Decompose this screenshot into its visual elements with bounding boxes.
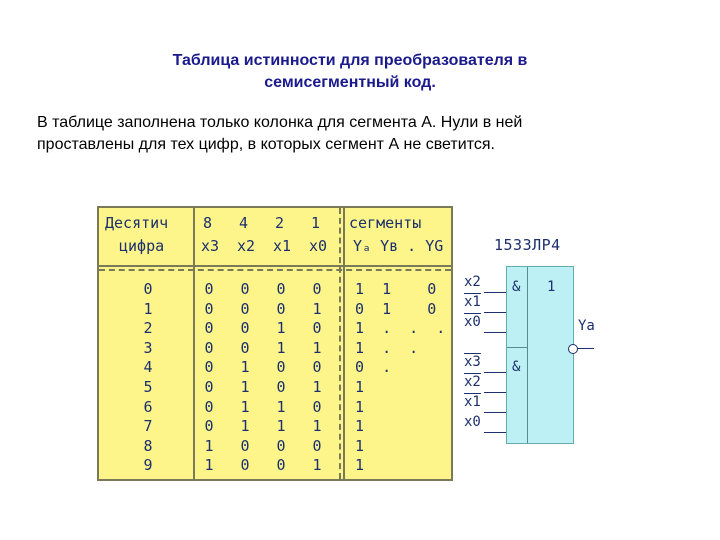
x1-cell: 1 xyxy=(276,417,286,436)
segment-cell: 1 xyxy=(355,417,365,436)
x1-cell: 0 xyxy=(276,456,286,475)
and-symbol: & xyxy=(512,359,521,375)
x3-cell: 0 xyxy=(204,377,214,396)
input-pin-label: x2 xyxy=(464,274,481,290)
title-line-2: семисегментный код. xyxy=(264,74,436,91)
digit-cell: 5 xyxy=(143,377,153,396)
x0-cell: 1 xyxy=(312,456,322,475)
chip-divider xyxy=(507,347,527,348)
x3-cell: 1 xyxy=(204,436,214,455)
segment-cell: 1 xyxy=(355,377,365,396)
input-pin-label: x2 xyxy=(464,374,481,390)
segment-cell: 1 xyxy=(355,436,365,455)
digit-cell: 0 xyxy=(143,280,153,298)
description xyxy=(37,112,697,156)
x3-cell: 0 xyxy=(204,280,214,298)
input-x3: x3 xyxy=(201,237,220,255)
x2-cell: 0 xyxy=(240,456,250,475)
truth-table xyxy=(97,206,453,481)
x0-cell: 0 xyxy=(312,319,322,338)
x3-cell: 0 xyxy=(204,319,214,338)
input-wire xyxy=(484,332,506,333)
digit-column xyxy=(129,280,167,476)
or-symbol: 1 xyxy=(547,279,556,295)
segment-cell: 1 . . xyxy=(355,338,419,357)
divider xyxy=(99,265,451,267)
digit-cell: 4 xyxy=(143,358,153,377)
chip-divider xyxy=(527,267,528,443)
input-x2: x2 xyxy=(237,237,256,255)
slide-title xyxy=(100,50,600,94)
digit-cell: 2 xyxy=(143,319,153,338)
x1-cell: 0 xyxy=(276,436,286,455)
x0-cell: 1 xyxy=(312,299,322,318)
x0-column xyxy=(307,280,327,476)
digit-cell: 3 xyxy=(143,338,153,357)
segment-cell: 1 . . . xyxy=(355,319,446,338)
digit-cell: 8 xyxy=(143,436,153,455)
description-line-1: В таблице заполнена только колонка для сегмента А. Нули в ней xyxy=(37,114,523,131)
input-wire xyxy=(484,312,506,313)
x2-cell: 0 xyxy=(240,436,250,455)
x2-cell: 0 xyxy=(240,338,250,357)
x3-cell: 1 xyxy=(204,456,214,475)
input-x1: x1 xyxy=(273,237,292,255)
x2-column xyxy=(235,280,255,476)
weight-2: 2 xyxy=(275,214,285,232)
weight-8: 8 xyxy=(203,214,213,232)
input-wire xyxy=(484,432,506,433)
segment-cell: 1 xyxy=(355,456,365,475)
input-pin-label: x0 xyxy=(464,414,481,430)
digit-cell: 7 xyxy=(143,417,153,436)
digit-cell: 1 xyxy=(143,299,153,318)
segments-subtitle: Yₐ Yв . YG xyxy=(353,237,444,255)
x1-cell: 1 xyxy=(276,338,286,357)
input-pin-label: x1 xyxy=(464,394,481,410)
digit-cell: 6 xyxy=(143,397,153,416)
input-wire xyxy=(484,392,506,393)
divider xyxy=(99,269,451,271)
segments-title: сегменты xyxy=(349,214,422,232)
x1-cell: 0 xyxy=(276,358,286,377)
x3-cell: 0 xyxy=(204,358,214,377)
x3-cell: 0 xyxy=(204,338,214,357)
x0-cell: 0 xyxy=(312,280,322,298)
weight-1: 1 xyxy=(311,214,321,232)
x2-cell: 1 xyxy=(240,397,250,416)
divider xyxy=(339,208,341,479)
x1-cell: 0 xyxy=(276,299,286,318)
segments-column xyxy=(355,280,445,476)
divider xyxy=(343,208,345,479)
digit-cell: 9 xyxy=(143,456,153,475)
x2-cell: 1 xyxy=(240,377,250,396)
input-pin-label: x0 xyxy=(464,314,481,330)
x0-cell: 1 xyxy=(312,338,322,357)
inverter-bubble xyxy=(568,344,578,354)
divider xyxy=(193,208,195,479)
header-digit: цифра xyxy=(119,237,165,255)
x2-cell: 1 xyxy=(240,417,250,436)
x0-cell: 1 xyxy=(312,417,322,436)
chip-label: 1533ЛР4 xyxy=(494,236,561,254)
description-line-2: проставлены для тех цифр, в которых сегмент А не светится. xyxy=(37,136,495,153)
x0-cell: 0 xyxy=(312,436,322,455)
x2-cell: 1 xyxy=(240,358,250,377)
segment-cell: 1 xyxy=(355,397,365,416)
header-decimal: Десятич xyxy=(105,214,169,232)
segment-cell: 0 1 0 xyxy=(355,299,437,318)
input-wire xyxy=(484,292,506,293)
x3-column xyxy=(199,280,219,476)
segment-cell: 1 1 0 xyxy=(355,280,437,298)
input-pin-label: x1 xyxy=(464,294,481,310)
x0-cell: 0 xyxy=(312,358,322,377)
x2-cell: 0 xyxy=(240,319,250,338)
logic-chip xyxy=(506,266,574,444)
title-line-1: Таблица истинности для преобразователя в xyxy=(172,52,528,69)
x1-column xyxy=(271,280,291,476)
weight-4: 4 xyxy=(239,214,249,232)
x0-cell: 0 xyxy=(312,397,322,416)
input-x0: x0 xyxy=(309,237,328,255)
input-wire xyxy=(484,372,506,373)
x2-cell: 0 xyxy=(240,280,250,298)
x3-cell: 0 xyxy=(204,397,214,416)
x0-cell: 1 xyxy=(312,377,322,396)
output-label: Ya xyxy=(578,318,595,334)
x1-cell: 0 xyxy=(276,280,286,298)
and-symbol: & xyxy=(512,279,521,295)
x3-cell: 0 xyxy=(204,299,214,318)
x2-cell: 0 xyxy=(240,299,250,318)
segment-cell: 0 . xyxy=(355,358,392,377)
input-pin-label: x3 xyxy=(464,354,481,370)
x1-cell: 1 xyxy=(276,319,286,338)
x1-cell: 1 xyxy=(276,397,286,416)
input-wire xyxy=(484,412,506,413)
x1-cell: 0 xyxy=(276,377,286,396)
x3-cell: 0 xyxy=(204,417,214,436)
